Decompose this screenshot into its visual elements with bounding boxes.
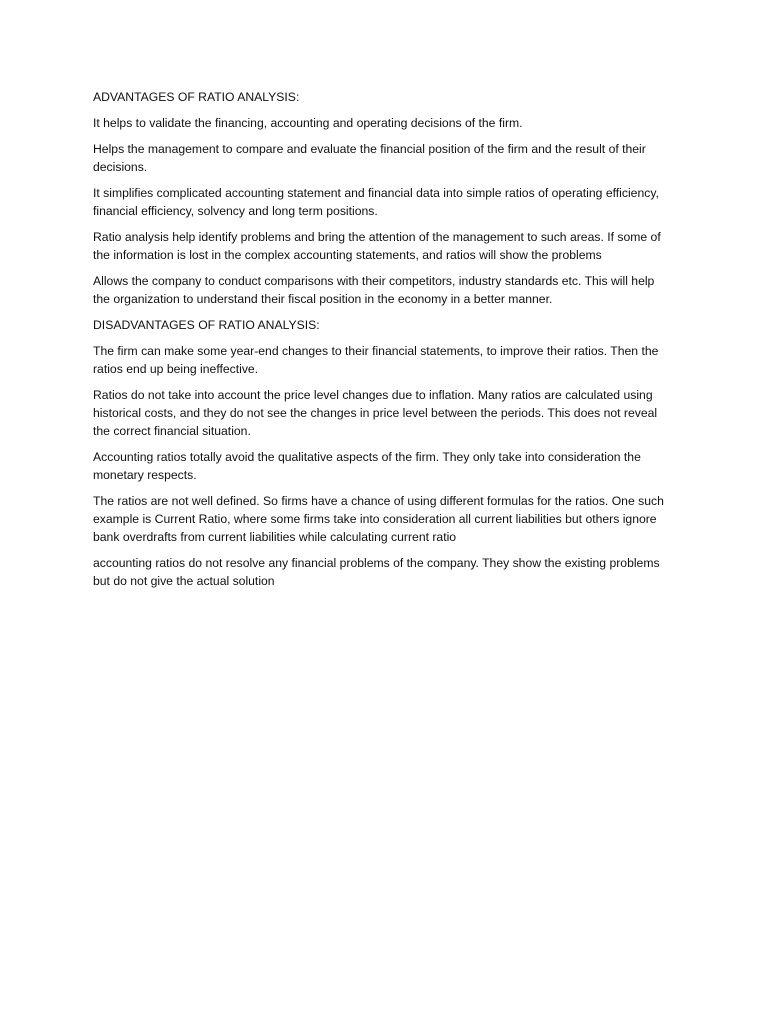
advantage-paragraph: It simplifies complicated accounting statement and financial data into simple ratios of operating efficiency, financial efficiency, solvency and long term positions. [93,186,659,218]
disadvantage-paragraph: accounting ratios do not resolve any financial problems of the company. They show the existing problems but do not give the actual solution [93,556,660,588]
advantages-section [93,88,673,308]
disadvantage-paragraph: Ratios do not take into account the price level changes due to inflation. Many ratios are calculated using historical costs, and they do not see the changes in price level between the periods. This does not reveal the correct financial situation. [93,388,658,438]
advantage-paragraph: Allows the company to conduct comparisons with their competitors, industry standards etc. This will help the organization to understand their fiscal position in the economy in a better manner. [93,274,655,306]
advantage-paragraph: Ratio analysis help identify problems and bring the attention of the management to such areas. If some of the information is lost in the complex accounting statements, and ratios will show the problems [93,230,661,262]
disadvantages-heading: DISADVANTAGES OF RATIO ANALYSIS: [93,318,320,332]
disadvantages-section [93,316,673,590]
advantages-heading: ADVANTAGES OF RATIO ANALYSIS: [93,90,300,104]
disadvantage-paragraph: The firm can make some year-end changes to their financial statements, to improve their ratios. Then the ratios end up being ineffective. [93,344,659,376]
advantage-paragraph: Helps the management to compare and evaluate the financial position of the firm and the result of their decisions. [93,142,646,174]
document-body [93,88,673,598]
advantage-paragraph: It helps to validate the financing, accounting and operating decisions of the firm. [93,116,523,130]
disadvantage-paragraph: Accounting ratios totally avoid the qualitative aspects of the firm. They only take into consideration the monetary respects. [93,450,641,482]
disadvantage-paragraph: The ratios are not well defined. So firms have a chance of using different formulas for the ratios. One such example is Current Ratio, where some firms take into consideration all current liabilities but others ignore bank overdrafts from current liabilities while calculating current ratio [93,494,664,544]
